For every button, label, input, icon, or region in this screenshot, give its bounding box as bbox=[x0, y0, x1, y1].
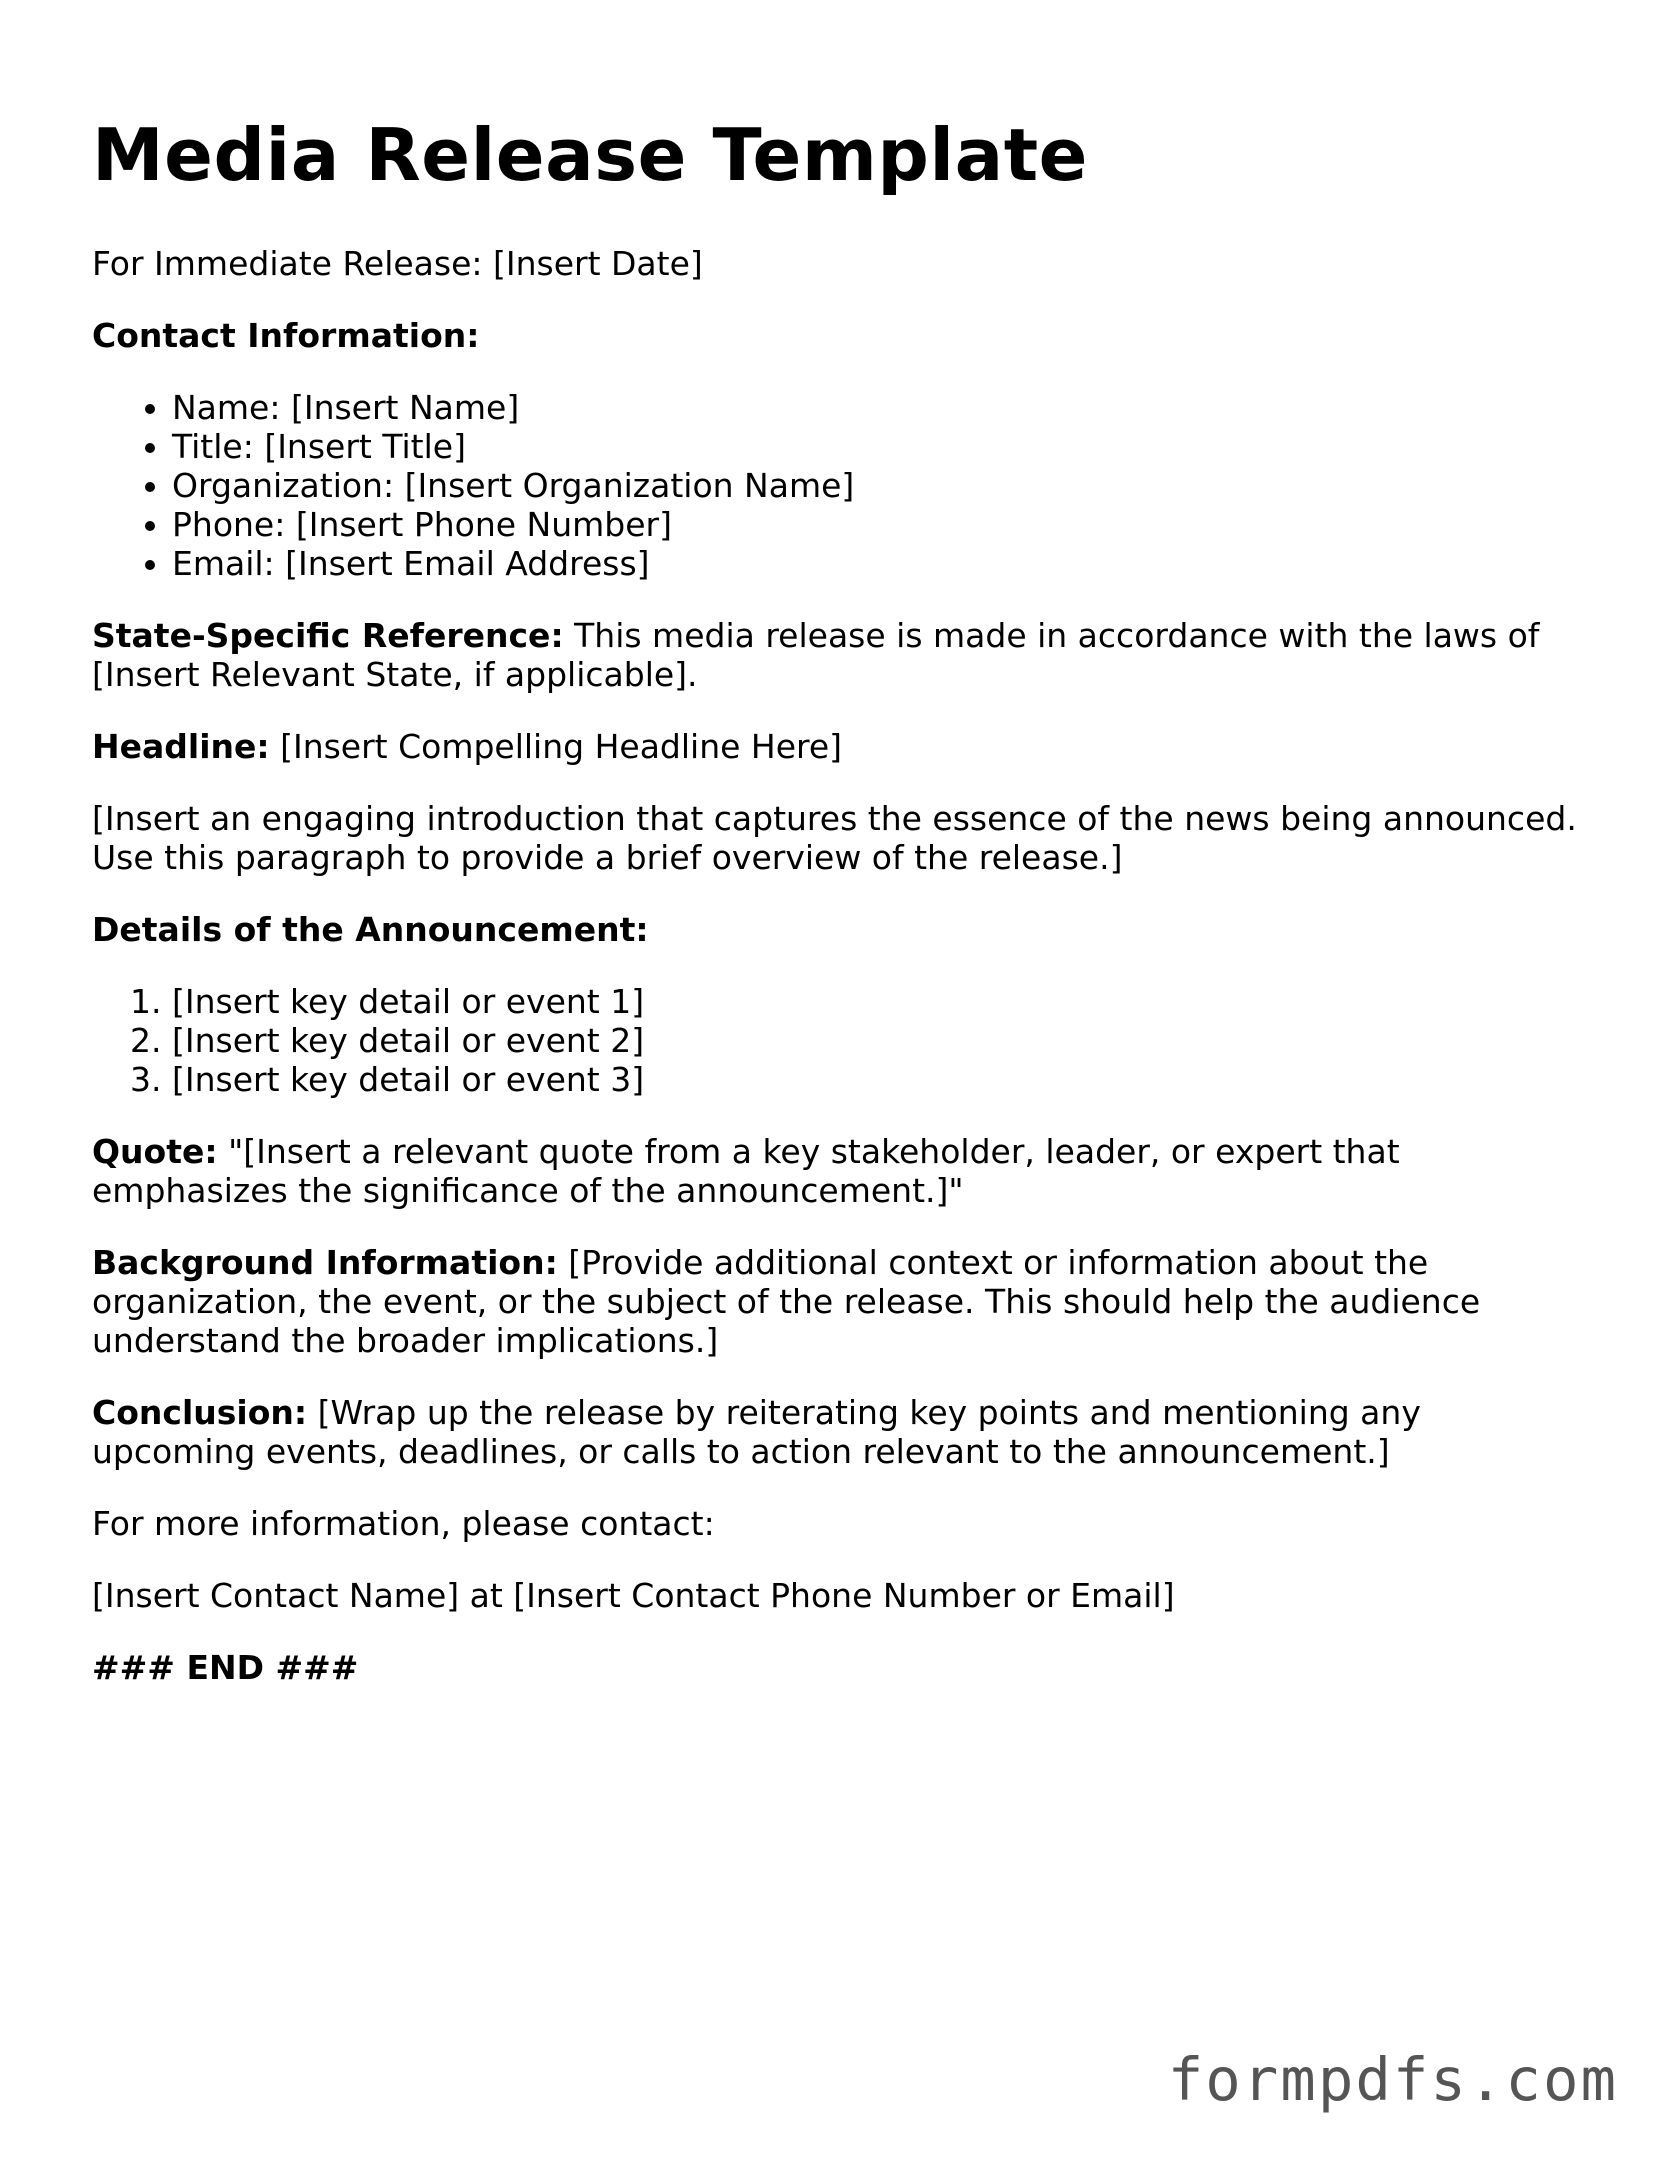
details-heading: Details of the Announcement: bbox=[92, 910, 649, 949]
state-reference-label: State-Specific Reference: bbox=[92, 616, 564, 655]
conclusion-text: [Wrap up the release by reiterating key points and mentioning any upcoming events, deadlines, or calls to action relevant to the announcement.] bbox=[92, 1393, 1421, 1471]
details-item-1: 1. [Insert key detail or event 1] bbox=[172, 982, 1592, 1021]
release-line: For Immediate Release: [Insert Date] bbox=[92, 244, 703, 283]
site-watermark: formpdfs.com bbox=[1167, 2045, 1618, 2114]
contact-line: [Insert Contact Name] at [Insert Contact Phone Number or Email] bbox=[92, 1576, 1175, 1615]
conclusion-label: Conclusion: bbox=[92, 1393, 308, 1432]
end-marker: ### END ### bbox=[92, 1648, 359, 1687]
intro-paragraph: [Insert an engaging introduction that captures the essence of the news being announced. Use this paragraph to provide a brief overview of the release.] bbox=[92, 799, 1577, 877]
headline-paragraph bbox=[92, 727, 1592, 766]
document-title: Media Release Template bbox=[92, 113, 1088, 197]
details-item-2: 2. [Insert key detail or event 2] bbox=[172, 1021, 1592, 1060]
contact-item-email: • Email: [Insert Email Address] bbox=[172, 544, 1592, 583]
headline-label: Headline: bbox=[92, 727, 270, 766]
quote-text: "[Insert a relevant quote from a key stakeholder, leader, or expert that emphasizes the significance of the announcement.]" bbox=[92, 1132, 1400, 1210]
contact-item-organization: • Organization: [Insert Organization Name] bbox=[172, 466, 1592, 505]
contact-heading: Contact Information: bbox=[92, 316, 480, 355]
background-label: Background Information: bbox=[92, 1243, 558, 1282]
contact-item-phone: • Phone: [Insert Phone Number] bbox=[172, 505, 1592, 544]
details-item-3: 3. [Insert key detail or event 3] bbox=[172, 1060, 1592, 1099]
more-info-line: For more information, please contact: bbox=[92, 1504, 715, 1543]
conclusion-paragraph bbox=[92, 1393, 1592, 1471]
contact-item-title: • Title: [Insert Title] bbox=[172, 427, 1592, 466]
document-page bbox=[92, 110, 1592, 1720]
quote-paragraph bbox=[92, 1132, 1592, 1210]
background-text: [Provide additional context or information about the organization, the event, or the subject of the release. This should help the audience understand the broader implications.] bbox=[92, 1243, 1481, 1360]
contact-item-name: • Name: [Insert Name] bbox=[172, 388, 1592, 427]
quote-label: Quote: bbox=[92, 1132, 218, 1171]
state-reference-paragraph bbox=[92, 616, 1592, 694]
background-paragraph bbox=[92, 1243, 1592, 1360]
state-reference-text: This media release is made in accordance with the laws of [Insert Relevant State, if applicable]. bbox=[92, 616, 1540, 694]
details-list bbox=[92, 982, 1592, 1099]
headline-text: [Insert Compelling Headline Here] bbox=[269, 727, 843, 766]
contact-list bbox=[92, 388, 1592, 583]
